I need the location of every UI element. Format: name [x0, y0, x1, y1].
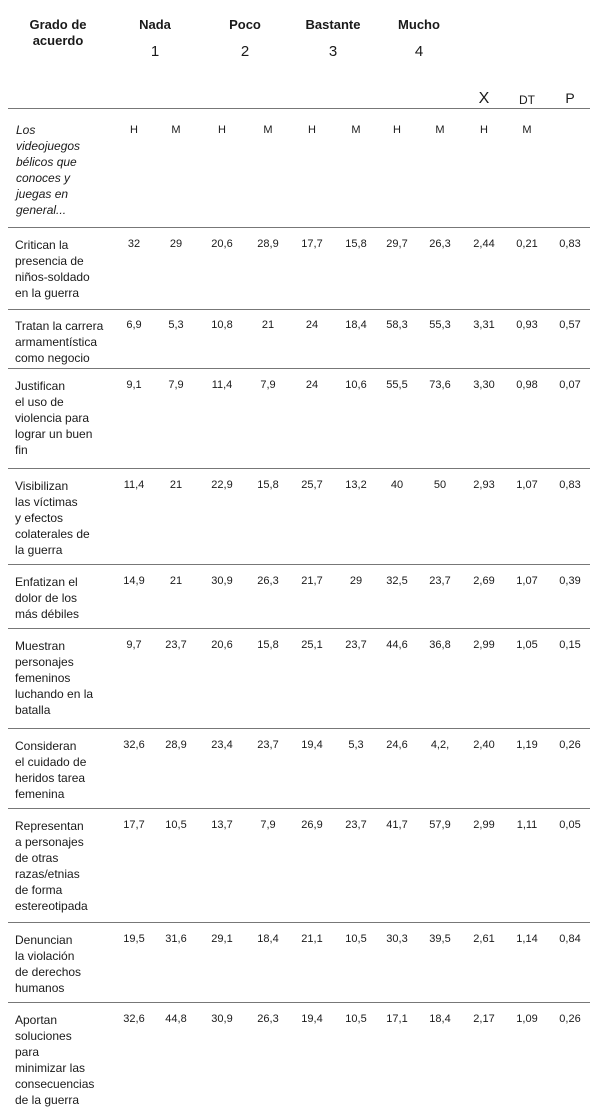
row-value: 23,7 [429, 575, 451, 587]
row-value: 55,3 [429, 319, 451, 331]
row-value: 4,2, [430, 739, 450, 751]
row-value: 0,26 [559, 1013, 581, 1025]
row-value: 10,5 [165, 819, 187, 831]
row-value: 1,07 [516, 575, 538, 587]
subheader-m: M [171, 124, 181, 136]
row-value: 39,5 [429, 933, 451, 945]
row-value: 5,3 [168, 319, 184, 331]
row-value: 24 [305, 319, 319, 331]
scale-value-3: 3 [328, 43, 338, 60]
row-value: 0,39 [559, 575, 581, 587]
row-value: 2,99 [473, 639, 495, 651]
scale-label-3: Bastante [305, 17, 361, 32]
header-grado-de-acuerdo: Grado de acuerdo [29, 17, 87, 48]
row-value: 26,3 [429, 238, 451, 250]
row-label: Critican la presencia de niños-soldado en la guerra [15, 238, 90, 300]
row-label: Denuncian la violación de derechos humanos [15, 933, 82, 995]
row-value: 58,3 [386, 319, 408, 331]
row-divider [8, 1002, 590, 1003]
row-value: 7,9 [260, 379, 276, 391]
scale-value-1: 1 [150, 43, 160, 60]
row-value: 0,98 [516, 379, 538, 391]
row-value: 32,6 [123, 739, 145, 751]
row-value: 24,6 [386, 739, 408, 751]
row-value: 19,4 [301, 739, 323, 751]
subheader-m: M [263, 124, 273, 136]
row-value: 20,6 [211, 639, 233, 651]
row-value: 0,21 [516, 238, 538, 250]
row-divider [8, 628, 590, 629]
row-value: 44,6 [386, 639, 408, 651]
row-value: 18,4 [345, 319, 367, 331]
subheader-h: H [393, 124, 401, 136]
row-value: 30,9 [211, 575, 233, 587]
row-value: 21,7 [301, 575, 323, 587]
row-value: 10,5 [345, 1013, 367, 1025]
row-value: 0,07 [559, 379, 581, 391]
row-value: 25,1 [301, 639, 323, 651]
row-value: 29 [169, 238, 183, 250]
row-value: 23,7 [345, 639, 367, 651]
row-value: 1,07 [516, 479, 538, 491]
row-value: 15,8 [345, 238, 367, 250]
row-value: 29 [349, 575, 363, 587]
row-value: 14,9 [123, 575, 145, 587]
row-value: 7,9 [168, 379, 184, 391]
row-value: 32 [127, 238, 141, 250]
row-value: 41,7 [386, 819, 408, 831]
row-divider [8, 728, 590, 729]
row-value: 2,93 [473, 479, 495, 491]
row-value: 26,3 [257, 1013, 279, 1025]
row-value: 6,9 [126, 319, 142, 331]
row-value: 23,4 [211, 739, 233, 751]
row-value: 9,1 [126, 379, 142, 391]
row-value: 0,15 [559, 639, 581, 651]
scale-label-4: Mucho [398, 17, 440, 32]
row-divider [8, 564, 590, 565]
row-value: 17,7 [123, 819, 145, 831]
stat-header-x: X [478, 90, 490, 107]
row-value: 26,9 [301, 819, 323, 831]
row-value: 11,4 [211, 379, 233, 391]
row-value: 1,11 [516, 819, 538, 831]
subheader-h: H [308, 124, 316, 136]
row-value: 28,9 [257, 238, 279, 250]
row-value: 26,3 [257, 575, 279, 587]
row-value: 21,1 [301, 933, 323, 945]
row-value: 10,5 [345, 933, 367, 945]
scale-value-4: 4 [414, 43, 424, 60]
row-divider [8, 808, 590, 809]
row-divider [8, 309, 590, 310]
row-value: 19,4 [301, 1013, 323, 1025]
row-value: 9,7 [126, 639, 142, 651]
row-value: 3,31 [473, 319, 495, 331]
row-value: 19,5 [123, 933, 145, 945]
row-value: 1,14 [516, 933, 538, 945]
row-value: 55,5 [386, 379, 408, 391]
row-value: 2,44 [473, 238, 495, 250]
row-value: 50 [433, 479, 447, 491]
row-value: 1,19 [516, 739, 538, 751]
row-value: 57,9 [429, 819, 451, 831]
row-value: 0,84 [559, 933, 581, 945]
row-value: 7,9 [260, 819, 276, 831]
row-value: 10,8 [211, 319, 233, 331]
row-value: 29,7 [386, 238, 408, 250]
row-label: Consideran el cuidado de heridos tarea femenina [15, 739, 87, 801]
row-value: 36,8 [429, 639, 451, 651]
row-value: 30,9 [211, 1013, 233, 1025]
subheader-m: M [351, 124, 361, 136]
row-value: 25,7 [301, 479, 323, 491]
row-value: 13,2 [345, 479, 367, 491]
intro-question: Los videojuegos bélicos que conoces y juegas en general... [16, 123, 81, 217]
row-value: 15,8 [257, 479, 279, 491]
row-value: 1,05 [516, 639, 538, 651]
row-label: Visibilizan las víctimas y efectos colaterales de la guerra [15, 479, 90, 557]
row-value: 21 [169, 575, 183, 587]
row-value: 2,99 [473, 819, 495, 831]
row-divider [8, 227, 590, 228]
row-value: 0,83 [559, 238, 581, 250]
row-label: Representan a personajes de otras razas/etnias de forma estereotipada [15, 819, 88, 913]
row-divider [8, 468, 590, 469]
row-label: Aportan soluciones para minimizar las consecuencias de la guerra [15, 1013, 95, 1107]
row-divider [8, 922, 590, 923]
row-value: 1,09 [516, 1013, 538, 1025]
row-value: 11,4 [123, 479, 145, 491]
row-label: Muestran personajes femeninos luchando en la batalla [15, 639, 94, 717]
row-value: 23,7 [257, 739, 279, 751]
row-value: 31,6 [165, 933, 187, 945]
row-value: 30,3 [386, 933, 408, 945]
scale-label-2: Poco [229, 17, 261, 32]
row-value: 32,6 [123, 1013, 145, 1025]
row-value: 32,5 [386, 575, 408, 587]
row-value: 15,8 [257, 639, 279, 651]
stat-header-p: P [565, 90, 575, 106]
row-value: 24 [305, 379, 319, 391]
row-value: 73,6 [429, 379, 451, 391]
row-value: 17,1 [386, 1013, 408, 1025]
subheader-m: M [522, 124, 532, 136]
row-value: 40 [390, 479, 404, 491]
row-value: 5,3 [348, 739, 364, 751]
row-value: 13,7 [211, 819, 233, 831]
row-value: 20,6 [211, 238, 233, 250]
row-value: 23,7 [165, 639, 187, 651]
subheader-h: H [480, 124, 488, 136]
row-value: 23,7 [345, 819, 367, 831]
header-rule [8, 108, 590, 109]
row-value: 29,1 [211, 933, 233, 945]
subheader-m: M [435, 124, 445, 136]
scale-value-2: 2 [240, 43, 250, 60]
row-value: 44,8 [165, 1013, 187, 1025]
row-value: 22,9 [211, 479, 233, 491]
row-value: 2,17 [473, 1013, 495, 1025]
scale-label-1: Nada [139, 17, 171, 32]
row-label: Tratan la carrera armamentística como negocio [15, 319, 104, 365]
row-divider [8, 368, 590, 369]
row-value: 2,69 [473, 575, 495, 587]
stat-header-dt: DT [519, 93, 535, 107]
row-value: 3,30 [473, 379, 495, 391]
row-value: 0,83 [559, 479, 581, 491]
row-value: 21 [169, 479, 183, 491]
row-value: 0,05 [559, 819, 581, 831]
row-value: 0,26 [559, 739, 581, 751]
row-value: 18,4 [257, 933, 279, 945]
subheader-h: H [130, 124, 138, 136]
row-value: 2,40 [473, 739, 495, 751]
row-value: 0,93 [516, 319, 538, 331]
row-value: 2,61 [473, 933, 495, 945]
row-value: 21 [261, 319, 275, 331]
row-value: 18,4 [429, 1013, 451, 1025]
row-value: 0,57 [559, 319, 581, 331]
row-value: 28,9 [165, 739, 187, 751]
row-value: 10,6 [345, 379, 367, 391]
subheader-h: H [218, 124, 226, 136]
row-label: Justifican el uso de violencia para lograr un buen fin [15, 379, 93, 457]
row-label: Enfatizan el dolor de los más débiles [15, 575, 80, 621]
row-value: 17,7 [301, 238, 323, 250]
